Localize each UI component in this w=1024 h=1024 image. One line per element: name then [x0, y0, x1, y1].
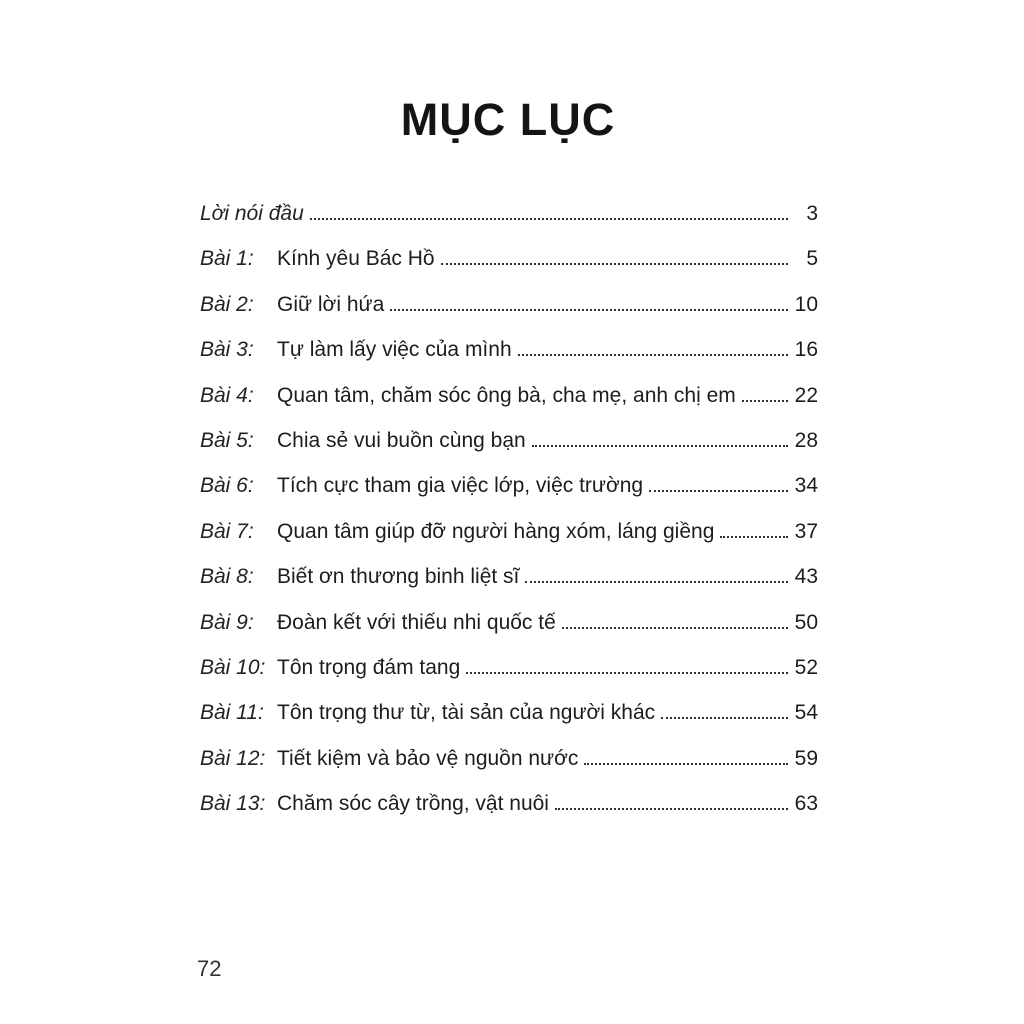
dot-leader-icon — [532, 445, 788, 447]
dot-leader-icon — [661, 717, 788, 719]
toc-row-page: 10 — [794, 292, 818, 316]
toc-row-label: Bài 13: — [200, 792, 266, 816]
toc-row-title: Kính yêu Bác Hồ — [277, 247, 435, 271]
dot-leader-icon — [518, 354, 788, 356]
footer-page-number: 72 — [197, 956, 222, 981]
toc-row-page: 54 — [794, 701, 818, 725]
toc-row-title: Tiết kiệm và bảo vệ nguồn nước — [277, 746, 579, 770]
toc-row — [200, 610, 818, 655]
toc-row-page: 34 — [794, 474, 818, 498]
toc-row-label: Bài 5: — [200, 428, 254, 452]
toc-row — [200, 473, 818, 518]
toc-row-label: Bài 8: — [200, 565, 254, 589]
toc-row-label: Bài 2: — [200, 292, 254, 316]
toc-row-label: Bài 1: — [200, 247, 254, 271]
toc-row — [200, 292, 818, 337]
dot-leader-icon — [310, 218, 788, 220]
toc-row-page: 37 — [794, 519, 818, 543]
dot-leader-icon — [720, 536, 788, 538]
toc-row-title: Tôn trọng thư từ, tài sản của người khác — [277, 701, 656, 725]
toc-list — [200, 201, 818, 836]
toc-row-label: Bài 7: — [200, 519, 254, 543]
toc-row-label: Lời nói đầu — [200, 202, 304, 225]
toc-row — [200, 564, 818, 609]
toc-row-title: Quan tâm, chăm sóc ông bà, cha mẹ, anh chị em — [277, 383, 736, 407]
toc-row-page: 5 — [806, 247, 818, 271]
toc-row — [200, 428, 818, 473]
toc-row-title: Tự làm lấy việc của mình — [277, 338, 512, 362]
toc-row — [200, 519, 818, 564]
toc-row-label: Bài 9: — [200, 610, 254, 634]
toc-row-page: 28 — [794, 428, 818, 452]
toc-row-label: Bài 4: — [200, 383, 254, 407]
toc-row — [200, 655, 818, 700]
toc-row — [200, 246, 818, 291]
toc-row — [200, 383, 818, 428]
page-title: MỤC LỤC — [400, 94, 616, 145]
toc-row — [200, 201, 818, 246]
toc-row — [200, 791, 818, 836]
toc-row-label: Bài 6: — [200, 474, 254, 498]
toc-row-title: Chăm sóc cây trồng, vật nuôi — [277, 792, 549, 816]
dot-leader-icon — [390, 309, 788, 311]
toc-row-title: Biết ơn thương binh liệt sĩ — [277, 565, 520, 589]
toc-row — [200, 746, 818, 791]
toc-row-title: Tích cực tham gia việc lớp, việc trường — [277, 474, 644, 498]
toc-row-page: 63 — [794, 792, 818, 816]
toc-row — [200, 337, 818, 382]
toc-row — [200, 700, 818, 745]
dot-leader-icon — [649, 490, 788, 492]
toc-row-title: Đoàn kết với thiếu nhi quốc tế — [277, 610, 556, 634]
dot-leader-icon — [562, 627, 788, 629]
dot-leader-icon — [555, 808, 788, 810]
dot-leader-icon — [525, 581, 788, 583]
toc-row-page: 3 — [806, 202, 818, 225]
toc-row-page: 43 — [794, 565, 818, 589]
toc-row-title: Chia sẻ vui buồn cùng bạn — [277, 428, 526, 452]
toc-row-page: 50 — [794, 610, 818, 634]
toc-row-page: 52 — [794, 655, 818, 679]
toc-row-page: 22 — [794, 383, 818, 407]
toc-row-label: Bài 12: — [200, 746, 266, 770]
toc-row-label: Bài 3: — [200, 338, 254, 362]
toc-row-page: 16 — [794, 338, 818, 362]
toc-row-label: Bài 11: — [200, 701, 264, 725]
toc-row-title: Tôn trọng đám tang — [277, 655, 461, 679]
dot-leader-icon — [742, 400, 788, 402]
dot-leader-icon — [466, 672, 788, 674]
toc-row-title: Quan tâm giúp đỡ người hàng xóm, láng giềng — [277, 519, 715, 543]
dot-leader-icon — [441, 263, 788, 265]
toc-row-label: Bài 10: — [200, 655, 266, 679]
dot-leader-icon — [584, 763, 788, 765]
toc-row-title: Giữ lời hứa — [277, 292, 385, 316]
toc-row-page: 59 — [794, 746, 818, 770]
